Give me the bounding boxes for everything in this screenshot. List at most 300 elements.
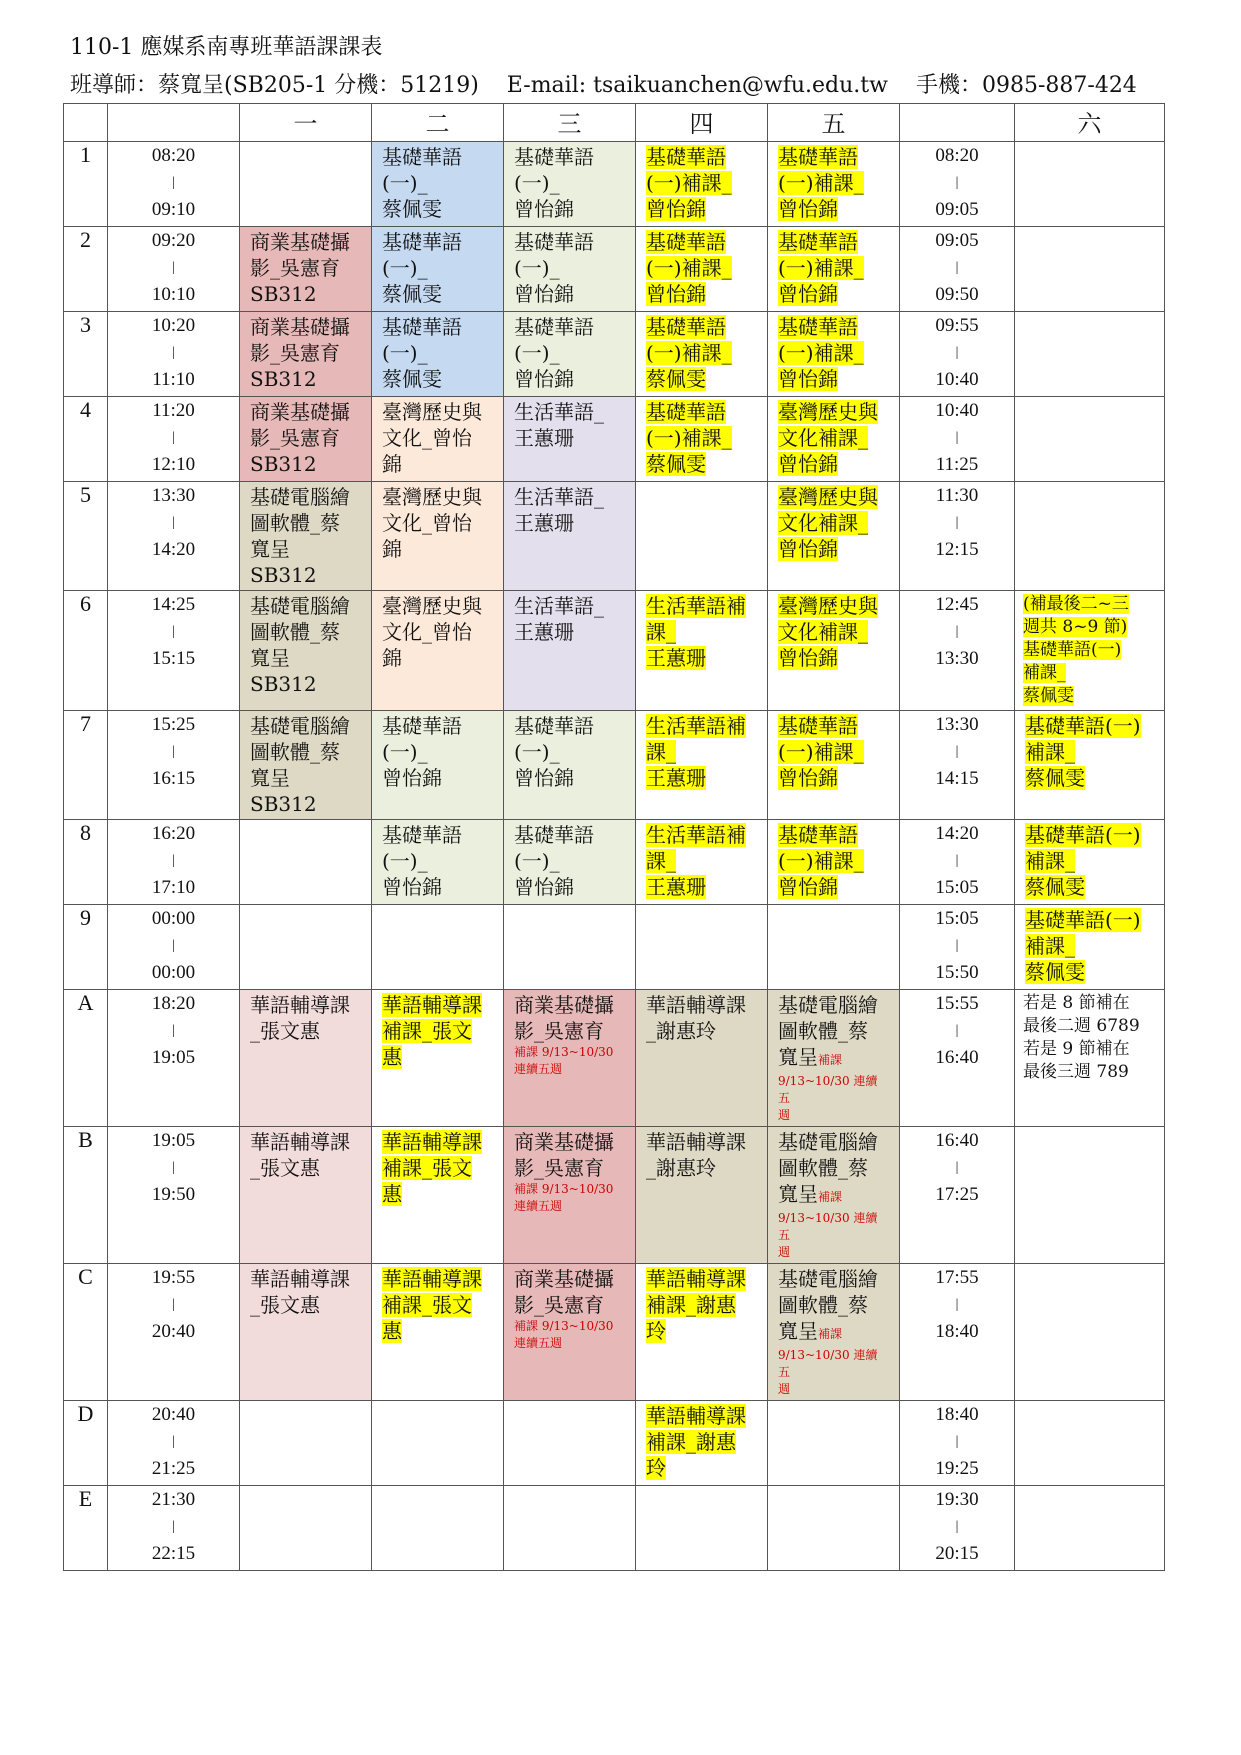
course-cell-wed-basic-tseng (504, 820, 636, 905)
time-end: 21:25 (151, 1458, 196, 1479)
course-cell-sat-sat-note (1015, 591, 1165, 711)
time-start: 14:25 (151, 594, 196, 615)
course-name: 華語輔導課 _張文惠 (250, 993, 350, 1043)
time-end: 09:10 (151, 199, 196, 220)
period-row-b (64, 1127, 1165, 1264)
course-text (768, 312, 899, 394)
time-separator: | (955, 1297, 959, 1312)
course-text (504, 1127, 635, 1217)
course-text (240, 990, 371, 1046)
saturday-time-cell (900, 397, 1015, 482)
course-name: 華語輔導課 補課_張文 惠 (382, 1267, 482, 1343)
course-cell-sat (1015, 482, 1165, 591)
time-start: 20:40 (151, 1404, 196, 1425)
saturday-time-cell (900, 711, 1015, 820)
period-label: C (64, 1264, 108, 1401)
time-separator: | (172, 1297, 175, 1312)
course-cell-tue-tutor-chang-makeup (372, 1264, 504, 1401)
time-end: 00:00 (151, 962, 196, 983)
course-name: 基礎電腦繪 圖軟體_蔡 寬呈 SB312 (250, 714, 350, 816)
course-cell-sat (1015, 1401, 1165, 1486)
saturday-time-cell (900, 142, 1015, 227)
weekday-time-cell (108, 1127, 240, 1264)
period-row-c (64, 1264, 1165, 1401)
saturday-time-cell (900, 1486, 1015, 1571)
course-text (372, 1127, 503, 1209)
course-name: 華語輔導課 補課_張文 惠 (382, 1130, 482, 1206)
course-cell-tue-tutor-chang-makeup (372, 990, 504, 1127)
makeup-note: 補課 9/13~10/30 連續五週 (514, 1182, 614, 1213)
course-cell-wed-basic-tseng (504, 312, 636, 397)
course-cell-thu-tutor-hsieh (636, 1127, 768, 1264)
time-end: 09:50 (935, 284, 979, 305)
sat-time-header-cell (900, 104, 1015, 142)
course-text (504, 591, 635, 647)
course-text (768, 820, 899, 902)
period-row-6 (64, 591, 1165, 711)
course-cell-sat (1015, 397, 1165, 482)
course-cell-fri-makeup-tseng (768, 711, 900, 820)
course-name: 若是 8 節補在 最後二週 6789 若是 9 節補在 最後三週 789 (1023, 993, 1140, 1082)
course-text (240, 591, 371, 699)
course-text (768, 482, 899, 564)
course-text (1015, 990, 1164, 1086)
course-name: 基礎電腦繪 圖軟體_蔡 寬呈 (778, 993, 878, 1069)
time-end: 22:15 (151, 1543, 196, 1564)
course-cell-wed-life (504, 482, 636, 591)
saturday-time-cell (900, 1264, 1015, 1401)
time-start: 17:55 (935, 1267, 979, 1288)
course-text (372, 227, 503, 309)
time-end: 11:10 (152, 369, 195, 390)
course-text (636, 312, 767, 394)
saturday-time-cell (900, 905, 1015, 990)
course-text (504, 227, 635, 309)
weekday-time-cell (108, 482, 240, 591)
course-cell-wed-basic-tseng (504, 711, 636, 820)
time-end: 09:05 (935, 199, 979, 220)
makeup-note: 補課 9/13~10/30 連續五週 (514, 1045, 614, 1076)
course-text (240, 312, 371, 394)
course-cell-mon (240, 1486, 372, 1571)
course-text (504, 990, 635, 1080)
course-name: 生活華語_ 王蕙珊 (514, 485, 604, 535)
time-separator: | (955, 1023, 959, 1038)
time-start: 10:40 (935, 400, 979, 421)
time-start: 10:20 (151, 315, 196, 336)
course-name: 臺灣歷史與 文化_曾怡 錦 (382, 400, 482, 476)
course-text (372, 820, 503, 902)
course-text (240, 711, 371, 819)
time-separator: | (172, 1519, 175, 1534)
time-separator: | (172, 1023, 175, 1038)
course-cell-mon (240, 905, 372, 990)
course-name: 基礎華語 (一)_ 曾怡錦 (382, 714, 462, 790)
time-end: 18:40 (935, 1321, 979, 1342)
period-label: D (64, 1401, 108, 1486)
course-cell-sat (1015, 1264, 1165, 1401)
course-name: 基礎華語 (一)_ 曾怡錦 (514, 823, 594, 899)
tutor-contact-line (70, 68, 1137, 99)
course-name: 華語輔導課 _張文惠 (250, 1267, 350, 1317)
weekday-time-cell (108, 397, 240, 482)
course-text (372, 990, 503, 1072)
time-start: 00:00 (151, 908, 196, 929)
day-header-sat: 六 (1015, 104, 1165, 142)
course-cell-thu (636, 905, 768, 990)
course-cell-thu-life-makeup (636, 711, 768, 820)
course-cell-wed-photo-eve (504, 1264, 636, 1401)
course-text (636, 1127, 767, 1183)
time-end: 17:10 (151, 877, 196, 898)
makeup-tag: 補課 (818, 1053, 843, 1067)
course-name: 基礎電腦繪 圖軟體_蔡 寬呈 SB312 (250, 485, 350, 587)
course-name: 臺灣歷史與 文化補課_ 曾怡錦 (778, 485, 878, 561)
weekday-time-cell (108, 591, 240, 711)
weekday-time-cell (108, 1264, 240, 1401)
course-cell-tue-basic-cai (372, 312, 504, 397)
course-cell-sat (1015, 312, 1165, 397)
course-cell-sat (1015, 1486, 1165, 1571)
course-cell-thu-makeup-tseng (636, 227, 768, 312)
course-name: 商業基礎攝 影_吳憲育 (514, 1267, 614, 1317)
time-end: 17:25 (935, 1184, 979, 1205)
course-name: 生活華語補 課_ 王蕙珊 (646, 823, 746, 899)
period-row-3 (64, 312, 1165, 397)
course-text (372, 1264, 503, 1346)
course-cell-thu (636, 482, 768, 591)
course-text (1015, 591, 1164, 710)
course-cell-tue-history (372, 397, 504, 482)
time-start: 16:40 (935, 1130, 979, 1151)
weekday-time-cell (108, 227, 240, 312)
course-cell-mon (240, 1401, 372, 1486)
period-label: 6 (64, 591, 108, 711)
time-start: 13:30 (151, 485, 196, 506)
time-start: 15:05 (935, 908, 979, 929)
course-text (240, 1127, 371, 1183)
time-end: 12:10 (151, 454, 196, 475)
time-start: 09:05 (935, 230, 979, 251)
course-cell-thu (636, 1486, 768, 1571)
time-separator: | (172, 1434, 175, 1449)
tutor-email: E-mail: tsaikuanchen@wfu.edu.tw (506, 73, 888, 98)
course-name: 商業基礎攝 影_吳憲育 SB312 (250, 230, 350, 306)
time-separator: | (955, 938, 959, 953)
course-cell-sat (1015, 227, 1165, 312)
course-name: 基礎華語 (一)補課_ 曾怡錦 (778, 714, 864, 790)
course-name: 基礎華語 (一)補課_ 曾怡錦 (778, 145, 864, 221)
course-cell-mon-computer (240, 482, 372, 591)
course-name: 商業基礎攝 影_吳憲育 (514, 1130, 614, 1180)
course-cell-tue-tutor-chang-makeup (372, 1127, 504, 1264)
time-header-cell (108, 104, 240, 142)
time-start: 15:25 (151, 714, 196, 735)
period-row-1 (64, 142, 1165, 227)
period-row-7 (64, 711, 1165, 820)
period-label: 7 (64, 711, 108, 820)
course-name: 臺灣歷史與 文化補課_ 曾怡錦 (778, 594, 878, 670)
makeup-tag: 補課 (818, 1190, 843, 1204)
course-cell-mon-photo (240, 227, 372, 312)
course-cell-tue-history (372, 482, 504, 591)
day-header-wed: 三 (504, 104, 636, 142)
course-cell-fri-history-makeup (768, 397, 900, 482)
time-separator: | (955, 1434, 959, 1449)
time-end: 14:20 (151, 539, 196, 560)
course-cell-tue (372, 1401, 504, 1486)
saturday-time-cell (900, 820, 1015, 905)
time-separator: | (172, 1160, 175, 1175)
page-title: 110-1 應媒系南專班華語課課表 (70, 35, 383, 60)
course-cell-wed-photo-eve (504, 1127, 636, 1264)
course-text (768, 397, 899, 479)
course-name: 華語輔導課 _張文惠 (250, 1130, 350, 1180)
course-text (1015, 905, 1164, 987)
day-header-row (64, 104, 1165, 142)
day-header-thu: 四 (636, 104, 768, 142)
course-text (240, 1264, 371, 1320)
makeup-note: 9/13~10/30 連續五 週 (778, 1074, 878, 1122)
weekday-time-cell (108, 1486, 240, 1571)
saturday-time-cell (900, 312, 1015, 397)
course-cell-thu-life-makeup (636, 591, 768, 711)
course-name: 華語輔導課 補課_張文 惠 (382, 993, 482, 1069)
time-separator: | (172, 175, 175, 190)
course-cell-fri (768, 1401, 900, 1486)
time-start: 11:30 (935, 485, 979, 506)
period-label: B (64, 1127, 108, 1264)
time-start: 09:20 (151, 230, 196, 251)
course-name: 基礎華語 (一)_ 蔡佩雯 (382, 315, 462, 391)
course-text (636, 397, 767, 479)
course-cell-sat-sat-makeup (1015, 905, 1165, 990)
period-row-d (64, 1401, 1165, 1486)
corner-cell (64, 104, 108, 142)
course-text (504, 397, 635, 453)
course-cell-wed-basic-tseng (504, 142, 636, 227)
course-text (636, 990, 767, 1046)
time-end: 16:15 (151, 768, 196, 789)
course-name: 基礎華語 (一)_ 曾怡錦 (514, 315, 594, 391)
time-start: 18:40 (935, 1404, 979, 1425)
time-start: 09:55 (935, 315, 979, 336)
time-start: 11:20 (152, 400, 195, 421)
saturday-time-cell (900, 227, 1015, 312)
time-separator: | (172, 345, 175, 360)
course-text (636, 820, 767, 902)
course-cell-fri (768, 905, 900, 990)
time-start: 08:20 (935, 145, 979, 166)
course-cell-fri-makeup-tseng (768, 820, 900, 905)
weekday-time-cell (108, 990, 240, 1127)
course-text (768, 990, 899, 1126)
course-cell-sat-sat-makeup (1015, 711, 1165, 820)
course-text (372, 482, 503, 564)
course-cell-sat-sat-makeup (1015, 820, 1165, 905)
course-name: 基礎華語 (一)補課_ 曾怡錦 (778, 230, 864, 306)
course-name: (補最後二~三 週共 8~9 節) 基礎華語(一) 補課_ 蔡佩雯 (1023, 594, 1129, 706)
course-text (1015, 711, 1164, 793)
period-row-e (64, 1486, 1165, 1571)
course-name: 基礎華語 (一)_ 蔡佩雯 (382, 230, 462, 306)
course-cell-tue-history (372, 591, 504, 711)
period-row-4 (64, 397, 1165, 482)
time-end: 15:50 (935, 962, 979, 983)
period-label: 4 (64, 397, 108, 482)
course-cell-sat (1015, 1127, 1165, 1264)
course-cell-thu-tutor-hsieh-makeup (636, 1401, 768, 1486)
course-cell-wed-photo-eve (504, 990, 636, 1127)
course-cell-fri (768, 1486, 900, 1571)
time-start: 18:20 (151, 993, 196, 1014)
time-separator: | (955, 1519, 959, 1534)
period-label: 3 (64, 312, 108, 397)
course-name: 商業基礎攝 影_吳憲育 (514, 993, 614, 1043)
weekday-time-cell (108, 1401, 240, 1486)
course-name: 基礎電腦繪 圖軟體_蔡 寬呈 SB312 (250, 594, 350, 696)
course-cell-tue (372, 905, 504, 990)
time-separator: | (172, 430, 175, 445)
period-label: 1 (64, 142, 108, 227)
time-separator: | (172, 624, 175, 639)
time-start: 12:45 (935, 594, 979, 615)
course-text (768, 591, 899, 673)
course-text (504, 312, 635, 394)
course-cell-thu-life-makeup (636, 820, 768, 905)
course-cell-fri-history-makeup (768, 482, 900, 591)
makeup-tag: 補課 (818, 1327, 843, 1341)
course-text (768, 227, 899, 309)
course-cell-fri-makeup-tseng (768, 227, 900, 312)
weekday-time-cell (108, 711, 240, 820)
course-cell-mon-computer (240, 591, 372, 711)
time-separator: | (955, 430, 959, 445)
course-name: 臺灣歷史與 文化_曾怡 錦 (382, 485, 482, 561)
course-cell-tue-basic-cai (372, 142, 504, 227)
period-row-5 (64, 482, 1165, 591)
course-text (372, 312, 503, 394)
course-cell-fri-makeup-tseng (768, 142, 900, 227)
course-name: 臺灣歷史與 文化補課_ 曾怡錦 (778, 400, 878, 476)
course-name: 華語輔導課 補課_謝惠 玲 (646, 1267, 746, 1343)
course-name: 生活華語_ 王蕙珊 (514, 400, 604, 450)
time-separator: | (172, 853, 175, 868)
course-text (240, 397, 371, 479)
course-cell-mon (240, 820, 372, 905)
time-start: 14:20 (935, 823, 979, 844)
course-cell-wed-life (504, 397, 636, 482)
course-text (504, 711, 635, 793)
course-text (240, 227, 371, 309)
course-name: 生活華語_ 王蕙珊 (514, 594, 604, 644)
course-cell-mon-photo (240, 312, 372, 397)
time-separator: | (172, 938, 175, 953)
time-end: 15:05 (935, 877, 979, 898)
period-label: 8 (64, 820, 108, 905)
course-text (636, 1264, 767, 1346)
course-name: 基礎華語 (一)補課_ 蔡佩雯 (646, 315, 732, 391)
course-text (504, 142, 635, 224)
course-cell-mon-tutor-chang (240, 1127, 372, 1264)
course-cell-thu-tutor-hsieh (636, 990, 768, 1127)
course-cell-sat (1015, 142, 1165, 227)
time-separator: | (955, 624, 959, 639)
course-name: 基礎華語 (一)補課_ 蔡佩雯 (646, 400, 732, 476)
course-name: 華語輔導課 _謝惠玲 (646, 1130, 746, 1180)
course-cell-tue-basic-tseng (372, 820, 504, 905)
time-start: 08:20 (151, 145, 196, 166)
time-end: 10:10 (151, 284, 196, 305)
course-text (636, 1401, 767, 1483)
course-cell-thu-makeup-cai (636, 397, 768, 482)
course-cell-fri-history-makeup (768, 591, 900, 711)
time-end: 20:40 (151, 1321, 196, 1342)
course-name: 基礎華語 (一)_ 曾怡錦 (382, 823, 462, 899)
time-separator: | (955, 345, 959, 360)
day-header-fri: 五 (768, 104, 900, 142)
course-cell-mon-computer (240, 711, 372, 820)
course-cell-tue-basic-cai (372, 227, 504, 312)
course-cell-mon-photo (240, 397, 372, 482)
course-name: 基礎華語 (一)_ 曾怡錦 (514, 230, 594, 306)
weekday-time-cell (108, 820, 240, 905)
schedule-body (64, 104, 1165, 1571)
course-cell-wed (504, 905, 636, 990)
makeup-note: 補課 9/13~10/30 連續五週 (514, 1319, 614, 1350)
saturday-time-cell (900, 591, 1015, 711)
course-text (372, 142, 503, 224)
course-name: 華語輔導課 補課_謝惠 玲 (646, 1404, 746, 1480)
period-row-9 (64, 905, 1165, 990)
course-text (372, 397, 503, 479)
time-separator: | (172, 744, 175, 759)
time-start: 13:30 (935, 714, 979, 735)
course-name: 生活華語補 課_ 王蕙珊 (646, 714, 746, 790)
time-start: 21:30 (151, 1489, 196, 1510)
saturday-time-cell (900, 990, 1015, 1127)
course-cell-wed-life (504, 591, 636, 711)
course-name: 基礎華語 (一)_ 蔡佩雯 (382, 145, 462, 221)
schedule-table (63, 103, 1165, 1571)
course-text (1015, 820, 1164, 902)
time-separator: | (172, 260, 175, 275)
weekday-time-cell (108, 312, 240, 397)
weekday-time-cell (108, 905, 240, 990)
course-cell-fri-computer-eve-a (768, 1127, 900, 1264)
time-separator: | (955, 515, 959, 530)
course-name: 臺灣歷史與 文化_曾怡 錦 (382, 594, 482, 670)
course-cell-wed (504, 1401, 636, 1486)
course-name: 基礎華語(一) 補課_ 蔡佩雯 (1025, 908, 1141, 984)
day-header-tue: 二 (372, 104, 504, 142)
time-end: 12:15 (935, 539, 979, 560)
period-label: A (64, 990, 108, 1127)
time-end: 15:15 (151, 648, 196, 669)
course-text (636, 227, 767, 309)
course-cell-fri-computer-eve-a (768, 990, 900, 1127)
time-end: 16:40 (935, 1047, 979, 1068)
period-row-2 (64, 227, 1165, 312)
time-separator: | (955, 175, 959, 190)
course-text (768, 142, 899, 224)
tutor-phone: 手機：0985-887-424 (915, 73, 1137, 98)
saturday-time-cell (900, 1401, 1015, 1486)
course-text (636, 711, 767, 793)
time-end: 19:05 (151, 1047, 196, 1068)
course-text (372, 711, 503, 793)
course-name: 基礎華語(一) 補課_ 蔡佩雯 (1025, 714, 1141, 790)
